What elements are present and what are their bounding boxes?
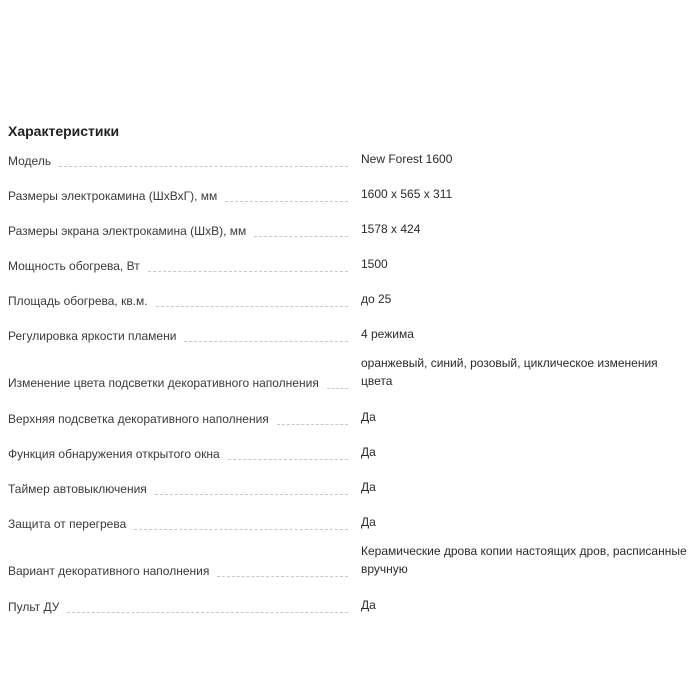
spec-label: Вариант декоративного наполнения [8, 564, 210, 578]
spec-value: 1600 x 565 x 311 [361, 187, 453, 201]
spec-label: Мощность обогрева, Вт [8, 259, 140, 273]
dotted-leader [228, 459, 348, 460]
spec-row-remote [8, 592, 698, 614]
spec-value: Да [361, 598, 376, 612]
dotted-leader [254, 236, 348, 237]
spec-label: Верхняя подсветка декоративного наполнения [8, 412, 269, 426]
dotted-leader [225, 201, 348, 202]
spec-value: 4 режима [361, 327, 414, 341]
spec-label: Модель [8, 154, 52, 168]
spec-value: оранжевый, синий, розовый, циклическое изменения цвета [361, 356, 658, 388]
spec-label: Площадь обогрева, кв.м. [8, 294, 148, 308]
spec-value: 1578 x 424 [361, 222, 421, 236]
spec-label: Размеры экрана электрокамина (ШхВ), мм [8, 224, 247, 238]
spec-value: до 25 [361, 292, 392, 306]
spec-label: Функция обнаружения открытого окна [8, 447, 220, 461]
spec-row-model [8, 146, 698, 168]
spec-label: Размеры электрокамина (ШхВхГ), мм [8, 189, 218, 203]
spec-value: Да [361, 445, 376, 459]
dotted-leader [156, 306, 348, 307]
dotted-leader [59, 166, 348, 167]
spec-row-overheat [8, 509, 698, 531]
spec-row-dimensions [8, 181, 698, 203]
spec-value: New Forest 1600 [361, 152, 453, 166]
spec-row-backlight-color [8, 356, 698, 390]
spec-value: Да [361, 515, 376, 529]
dotted-leader [327, 388, 348, 389]
spec-row-timer [8, 474, 698, 496]
spec-label: Таймер автовыключения [8, 482, 147, 496]
dotted-leader [217, 576, 348, 577]
spec-value: Керамические дрова копии настоящих дров, расписанные вручную [361, 544, 687, 576]
spec-label: Регулировка яркости пламени [8, 329, 177, 343]
spec-label: Пульт ДУ [8, 600, 60, 614]
dotted-leader [155, 494, 348, 495]
spec-label: Изменение цвета подсветки декоративного наполнения [8, 376, 319, 390]
section-title: Характеристики [8, 123, 120, 139]
spec-row-open-window [8, 439, 698, 461]
spec-row-flame-brightness [8, 321, 698, 343]
spec-row-top-backlight [8, 404, 698, 426]
specifications-section [8, 122, 698, 627]
spec-value: 1500 [361, 257, 388, 271]
spec-row-heating-area [8, 286, 698, 308]
spec-row-screen-size [8, 216, 698, 238]
dotted-leader [67, 612, 348, 613]
spec-row-filling [8, 544, 698, 578]
spec-value: Да [361, 410, 376, 424]
dotted-leader [277, 424, 348, 425]
spec-label: Защита от перегрева [8, 517, 127, 531]
dotted-leader [184, 341, 348, 342]
dotted-leader [134, 529, 348, 530]
dotted-leader [148, 271, 348, 272]
spec-value: Да [361, 480, 376, 494]
spec-row-power [8, 251, 698, 273]
